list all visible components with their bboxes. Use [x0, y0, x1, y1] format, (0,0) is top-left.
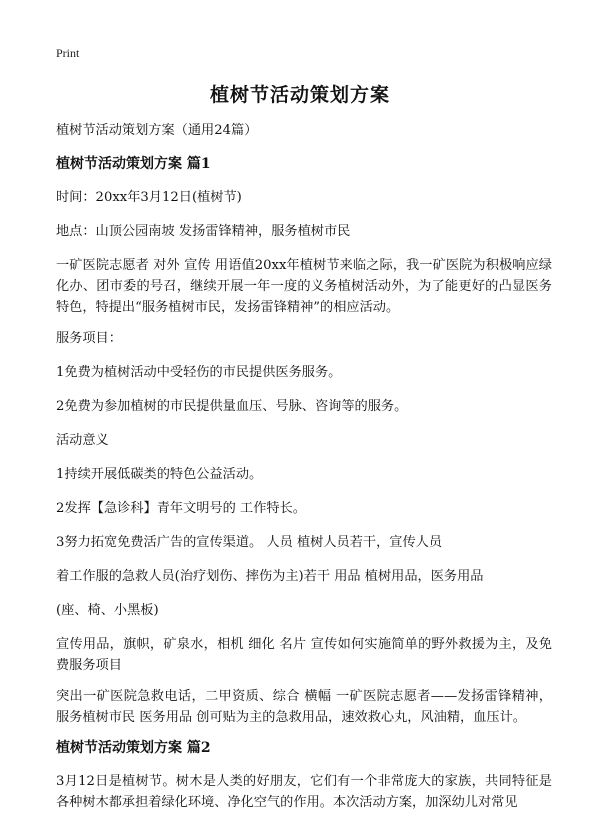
paragraph-service-2: 2免费为参加植树的市民提供量血压、号脉、咨询等的服务。 — [56, 399, 408, 414]
paragraph-services-label: 服务项目： — [56, 331, 122, 346]
paragraph-section2-intro: 3月12日是植树节。树木是人类的好朋友，它们有一个非常庞大的家族，共同特征是各种树木都承担着绿化环境、净化空气的作用。本次活动方案，加深幼儿对常见 — [56, 774, 552, 810]
paragraph-meaning-label: 活动意义 — [56, 433, 109, 448]
paragraph-meaning-3: 3努力拓宽免费活广告的宣传渠道。 人员 植树人员若干，宣传人员 — [56, 535, 443, 550]
section-heading-1: 植树节活动策划方案 篇1 — [56, 156, 211, 172]
paragraph-service-1: 1免费为植树活动中受轻伤的市民提供医务服务。 — [56, 365, 342, 380]
paragraph-furniture: (座、椅、小黑板) — [56, 603, 159, 618]
paragraph-meaning-1: 1持续开展低碳类的特色公益活动。 — [56, 467, 263, 482]
document-body — [56, 120, 552, 823]
document-subtitle: 植树节活动策划方案（通用24篇） — [56, 123, 258, 138]
section-heading-2: 植树节活动策划方案 篇2 — [56, 740, 211, 756]
document-title: 植树节活动策划方案 — [209, 84, 390, 106]
paragraph-meaning-2: 2发挥【急诊科】青年文明号的 工作特长。 — [56, 501, 306, 516]
paragraph-staff: 着工作服的急救人员(治疗划伤、摔伤为主)若干 用品 植树用品，医务用品 — [56, 569, 484, 584]
paragraph-highlight: 突出一矿医院急救电话，二甲资质、综合 横幅 一矿医院志愿者——发扬雷锋精神，服务植树市民 医务用品 创可贴为主的急救用品，速效救心丸，风油精，血压计。 — [56, 689, 552, 725]
paragraph-intro: 一矿医院志愿者 对外 宣传 用语值20xx年植树节来临之际，我一矿医院为积极响应绿化办、团市委的号召，继续开展一年一度的义务植树活动外，为了能更好的凸显医务特色，特提出“服务植树市民，发扬雷锋精神”的相应活动。 — [56, 258, 552, 315]
paragraph-promo-items: 宣传用品，旗帜，矿泉水，相机 细化 名片 宣传如何实施简单的野外救援为主，及免费服务项目 — [56, 637, 552, 673]
paragraph-time: 时间：20xx年3月12日(植树节) — [56, 190, 242, 205]
paragraph-location: 地点：山顶公园南坡 发扬雷锋精神，服务植树市民 — [56, 224, 351, 239]
print-link[interactable]: Print — [56, 46, 80, 60]
